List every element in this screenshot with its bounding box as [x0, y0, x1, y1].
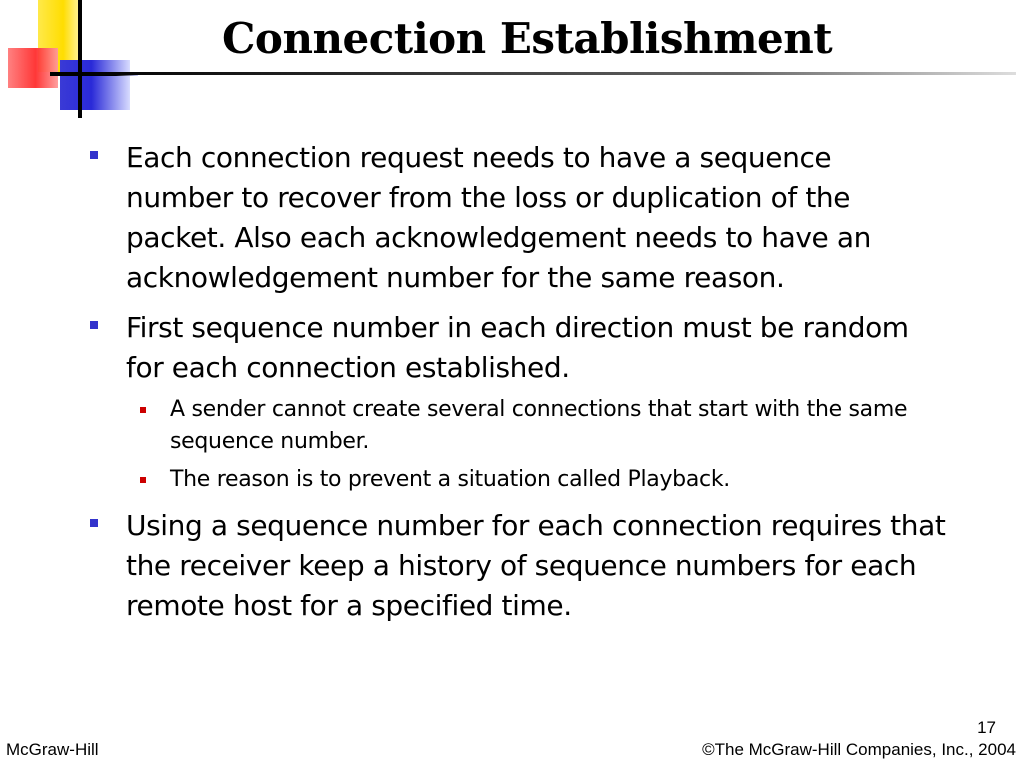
- corner-logo: [0, 0, 140, 120]
- bullet-square-icon: [90, 519, 98, 527]
- bullet-item: [86, 506, 946, 626]
- sub-bullet-list: [126, 394, 946, 496]
- footer-publisher: McGraw-Hill: [6, 740, 99, 759]
- logo-red-square: [8, 48, 58, 88]
- bullet-text: First sequence number in each direction must be random for each connection established.: [126, 311, 909, 384]
- slide-content: [86, 138, 946, 636]
- sub-bullet-item: [126, 394, 946, 458]
- bullet-square-icon: [90, 321, 98, 329]
- bullet-list: [86, 138, 946, 626]
- sub-bullet-text: The reason is to prevent a situation called Playback.: [170, 467, 730, 492]
- title-divider: [86, 72, 1016, 75]
- slide-title: Connection Establishment: [222, 14, 833, 63]
- sub-bullet-text: A sender cannot create several connections that start with the same sequence number.: [170, 397, 908, 454]
- bullet-item: [86, 308, 946, 496]
- bullet-square-icon: [90, 151, 98, 159]
- sub-bullet-square-icon: [140, 407, 146, 413]
- sub-bullet-square-icon: [140, 477, 146, 483]
- footer-copyright: ©The McGraw-Hill Companies, Inc., 2004: [702, 740, 1016, 759]
- logo-vertical-line: [78, 0, 82, 118]
- bullet-text: Using a sequence number for each connection requires that the receiver keep a history of sequence numbers for each remote host for a specified time.: [126, 509, 946, 622]
- bullet-item: [86, 138, 946, 298]
- sub-bullet-item: [126, 464, 946, 496]
- bullet-text: Each connection request needs to have a sequence number to recover from the loss or duplication of the packet. Also each acknowledgement needs to have an acknowledgement number for the same reason.: [126, 141, 871, 294]
- logo-blue-square: [60, 60, 130, 110]
- page-number: 17: [977, 718, 996, 737]
